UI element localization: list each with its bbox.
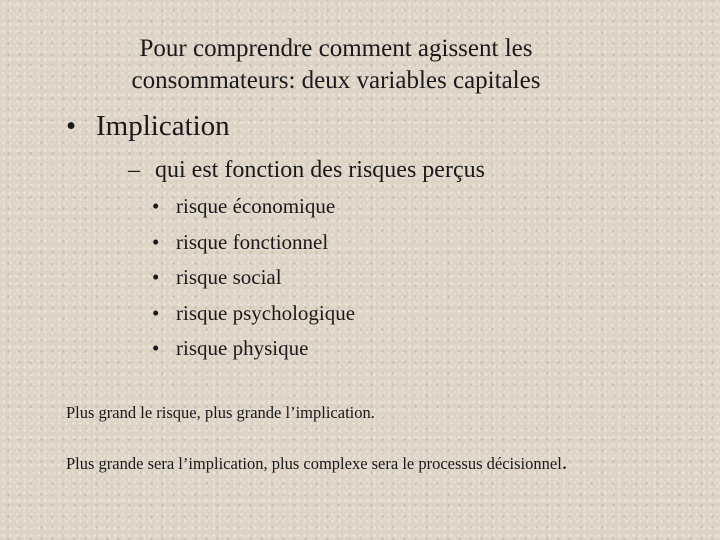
list-item	[152, 298, 355, 334]
list-item	[152, 333, 355, 369]
risk-label: risque psychologique	[176, 300, 356, 325]
bullet-marker: •	[152, 265, 160, 289]
title-line-1: Pour comprendre comment agissent les	[139, 35, 533, 62]
bullet-marker: •	[152, 336, 160, 360]
note-period: .	[561, 449, 568, 474]
main-bullet-text: Implication	[96, 110, 230, 142]
main-bullet	[66, 108, 230, 144]
list-item	[152, 262, 355, 298]
risk-label: risque fonctionnel	[176, 229, 329, 254]
note-text: Plus grande sera l’implication, plus complexe sera le processus décisionnel	[66, 454, 562, 473]
slide-title	[0, 33, 672, 97]
note-implication-complexity	[66, 451, 567, 475]
risk-list	[152, 191, 355, 369]
sub-bullet	[128, 154, 485, 186]
dash-marker: –	[128, 157, 140, 183]
risk-label: risque physique	[176, 336, 309, 360]
bullet-marker: •	[152, 300, 160, 325]
bullet-marker: •	[152, 194, 160, 218]
sub-bullet-text: qui est fonction des risques perçus	[155, 157, 485, 183]
bullet-marker: •	[152, 229, 160, 254]
list-item	[152, 227, 355, 263]
list-item	[152, 191, 355, 227]
title-line-2: consommateurs: deux variables capitales	[131, 67, 541, 94]
risk-label: risque économique	[176, 194, 336, 218]
risk-label: risque social	[176, 265, 282, 289]
note-risk-implication: Plus grand le risque, plus grande l’implication.	[66, 403, 375, 422]
bullet-marker: •	[66, 110, 77, 142]
